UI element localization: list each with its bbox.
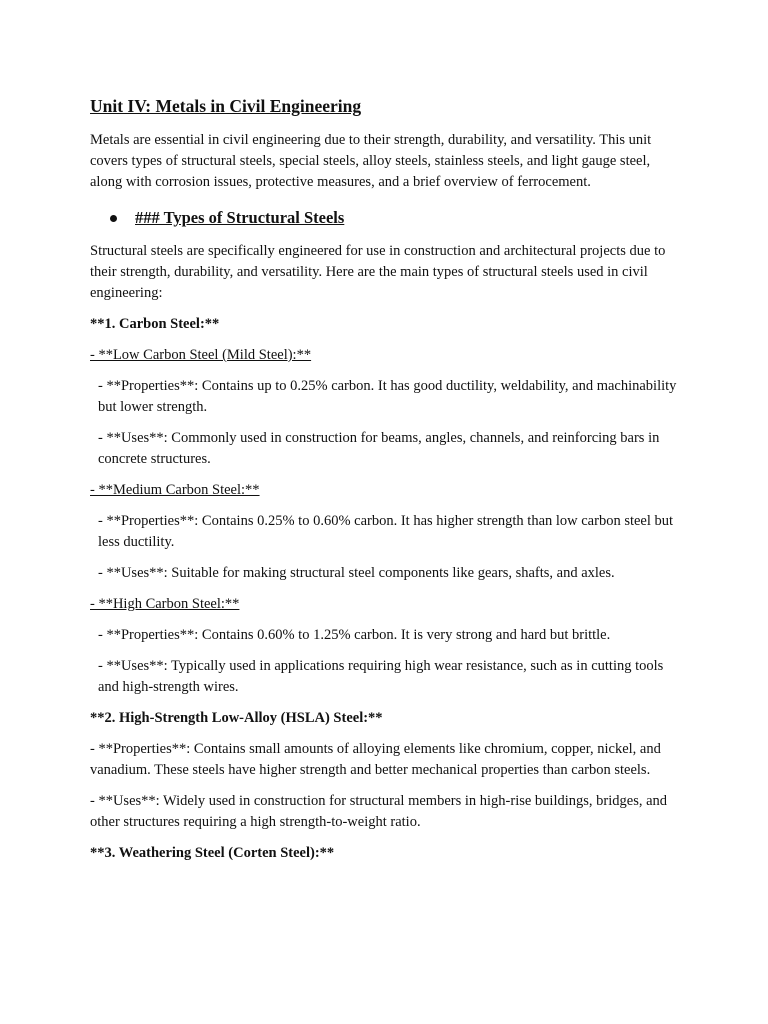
low-carbon-properties: - **Properties**: Contains up to 0.25% carbon. It has good ductility, weldability, and machinability but lower strength.	[98, 378, 677, 415]
low-carbon-uses: - **Uses**: Commonly used in construction for beams, angles, channels, and reinforcing bars in concrete structures.	[98, 430, 660, 467]
intro-paragraph: Metals are essential in civil engineering due to their strength, durability, and versatility. This unit covers types of structural steels, special steels, alloy steels, stainless steels, and light gauge steel, along with corrosion issues, protective measures, and a brief overview of ferrocement.	[90, 132, 652, 190]
high-carbon-heading: - **High Carbon Steel:**	[90, 596, 240, 612]
weathering-steel-heading: **3. Weathering Steel (Corten Steel):**	[90, 845, 335, 861]
high-carbon-properties: - **Properties**: Contains 0.60% to 1.25% carbon. It is very strong and hard but brittle.	[98, 627, 611, 643]
medium-carbon-heading: - **Medium Carbon Steel:**	[90, 482, 260, 498]
medium-carbon-properties: - **Properties**: Contains 0.25% to 0.60% carbon. It has higher strength than low carbon steel but less ductility.	[98, 513, 674, 550]
carbon-steel-heading: **1. Carbon Steel:**	[90, 316, 220, 332]
page-title: Unit IV: Metals in Civil Engineering	[90, 96, 362, 116]
section-heading: ### Types of Structural Steels	[135, 208, 345, 227]
hsla-heading: **2. High-Strength Low-Alloy (HSLA) Steel:**	[90, 710, 383, 726]
medium-carbon-uses: - **Uses**: Suitable for making structural steel components like gears, shafts, and axles.	[98, 565, 615, 581]
bullet-icon	[110, 215, 117, 222]
hsla-properties: - **Properties**: Contains small amounts of alloying elements like chromium, copper, nickel, and vanadium. These steels have higher strength and better mechanical properties than carbon steels.	[90, 741, 661, 778]
hsla-uses: - **Uses**: Widely used in construction for structural members in high-rise buildings, bridges, and other structures requiring a high strength-to-weight ratio.	[90, 793, 668, 830]
low-carbon-heading: - **Low Carbon Steel (Mild Steel):**	[90, 347, 312, 363]
high-carbon-uses: - **Uses**: Typically used in applications requiring high wear resistance, such as in cutting tools and high-strength wires.	[98, 658, 664, 695]
section-bullet	[110, 205, 678, 231]
section-intro-paragraph: Structural steels are specifically engineered for use in construction and architectural projects due to their strength, durability, and versatility. Here are the main types of structural steels used in civil engineering:	[90, 243, 666, 301]
